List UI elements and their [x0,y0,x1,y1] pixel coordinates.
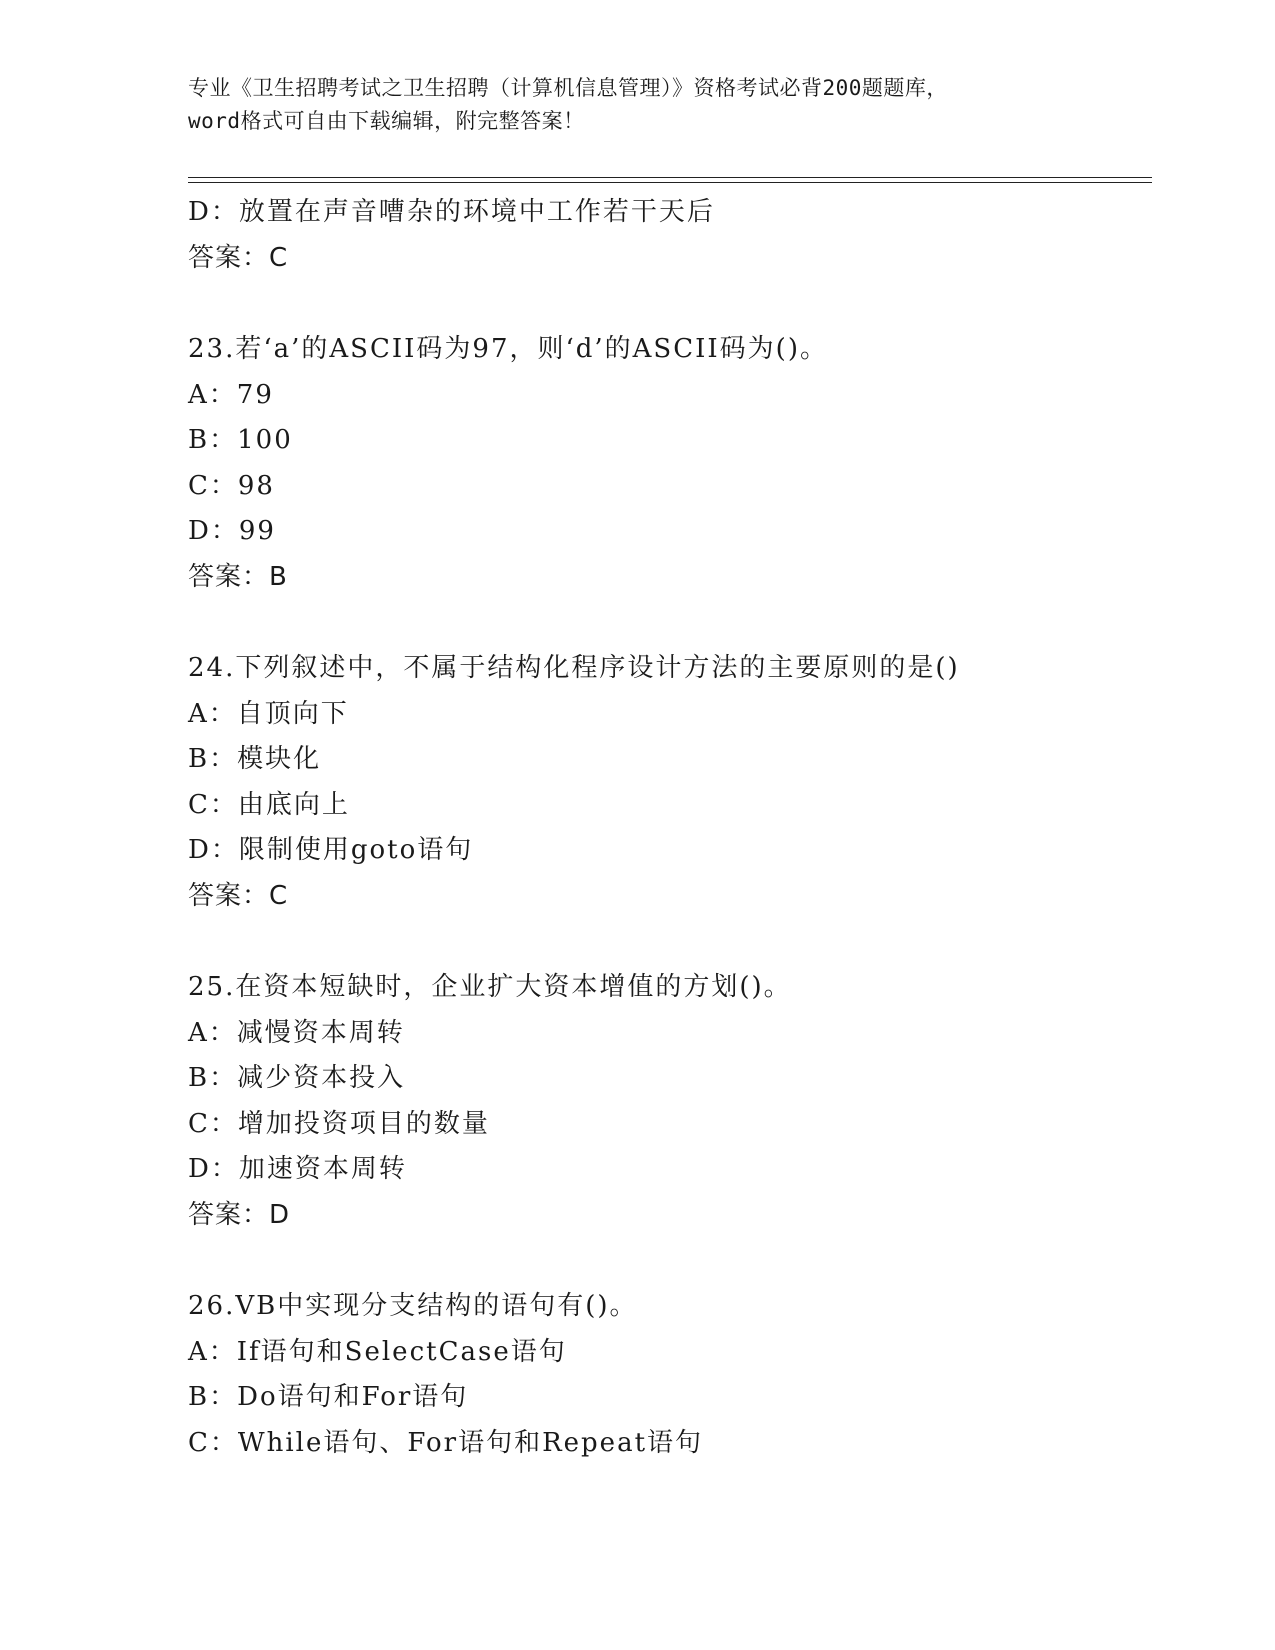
spacer [188,1238,1148,1284]
header-line-2: word格式可自由下载编辑，附完整答案！ [188,109,585,133]
document-header [188,72,1088,138]
answer-line: 答案：B [188,561,288,592]
option-a: A：79 [188,379,274,410]
question-24 [188,646,1148,919]
question-26 [188,1284,1148,1466]
option-a: A：If语句和SelectCase语句 [188,1336,567,1367]
question-25 [188,965,1148,1238]
option-d: D：加速资本周转 [188,1154,407,1184]
option-a: A：自顶向下 [188,698,349,729]
question-stem: 25.在资本短缺时，企业扩大资本增值的方划()。 [188,972,792,1002]
option-d: D：放置在声音嘈杂的环境中工作若干天后 [188,197,715,227]
option-c: C：增加投资项目的数量 [188,1108,490,1139]
option-d: D：99 [188,516,276,546]
header-line-1: 专业《卫生招聘考试之卫生招聘（计算机信息管理）》资格考试必背200题题库， [188,76,948,100]
answer-line: 答案：C [188,242,289,273]
option-a: A：减慢资本周转 [188,1017,405,1048]
carryover-block [188,190,1148,281]
question-stem: 24.下列叙述中，不属于结构化程序设计方法的主要原则的是() [188,653,960,683]
question-23 [188,327,1148,600]
header-divider-top [188,177,1152,178]
option-c: C：由底向上 [188,789,350,820]
header-divider-bottom [188,182,1152,183]
answer-line: 答案：D [188,1199,291,1230]
question-stem: 26.VB中实现分支结构的语句有()。 [188,1291,638,1321]
spacer [188,919,1148,965]
answer-line: 答案：C [188,880,289,911]
spacer [188,600,1148,646]
option-d: D：限制使用goto语句 [188,835,474,865]
option-c: C：98 [188,470,275,501]
option-b: B：Do语句和For语句 [188,1382,469,1412]
question-list [188,190,1148,1466]
spacer [188,281,1148,327]
option-b: B：减少资本投入 [188,1063,406,1093]
option-c: C：While语句、For语句和Repeat语句 [188,1427,704,1458]
option-b: B：100 [188,425,293,455]
option-b: B：模块化 [188,744,322,774]
question-stem: 23.若‘a’的ASCII码为97，则‘d’的ASCII码为()。 [188,334,828,364]
